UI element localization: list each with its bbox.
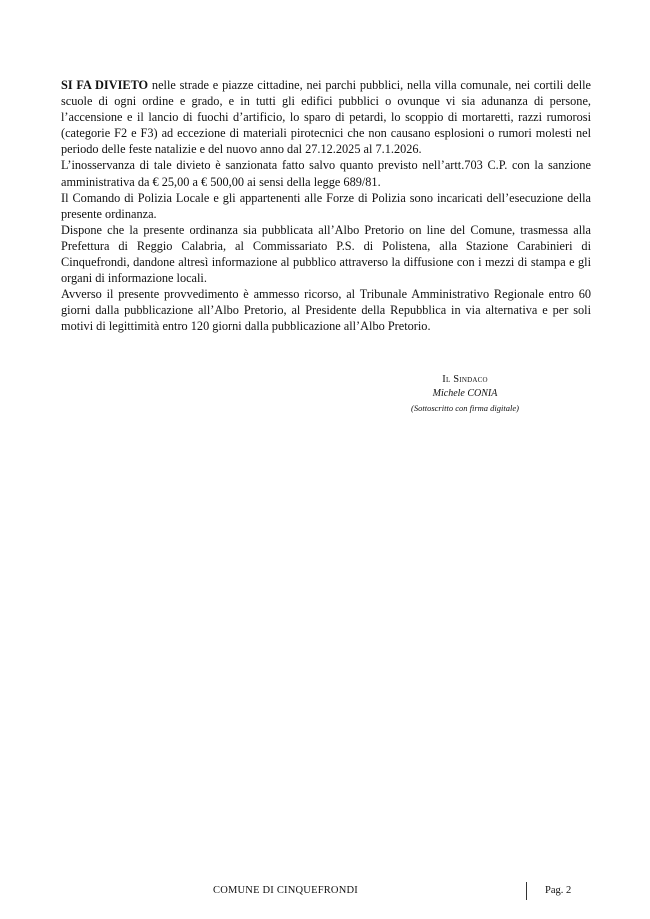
signature-title: Il Sindaco <box>442 374 488 385</box>
paragraph-appeal: Avverso il presente provvedimento è ammesso ricorso, al Tribunale Amministrativo Regionale entro 60 giorni dalla pubblicazione all’Albo Pretorio, al Presidente della Repubblica in via alternativa e per soli motivi di legittimità entro 120 giorni dalla pubblicazione all’Albo Pretorio. <box>61 287 591 334</box>
signature-name: Michele CONIA <box>432 388 498 399</box>
footer-divider <box>526 882 527 900</box>
footer-page-number: Pag. 2 <box>545 885 572 896</box>
paragraph-enforcement: Il Comando di Polizia Locale e gli appartenenti alle Forze di Polizia sono incaricati dell’esecuzione della presente ordinanza. <box>61 190 591 221</box>
prohibition-lead: SI FA DIVIETO <box>61 78 149 92</box>
footer-municipality: COMUNE DI CINQUEFRONDI <box>213 885 358 896</box>
signature-note: (Sottoscritto con firma digitale) <box>411 403 519 413</box>
paragraph-publication: Dispone che la presente ordinanza sia pubblicata all’Albo Pretorio on line del Comune, trasmessa alla Prefettura di Reggio Calabria, al Commissariato P.S. di Polistena, alla Stazione Carabinieri di Cinquefrondi, dandone altresì informazione al pubblico attraverso la diffusione con i mezzi di stampa e gli organi di informazione locali. <box>61 222 591 286</box>
paragraph-prohibition <box>61 77 591 157</box>
signature-block <box>390 373 540 415</box>
paragraph-sanction: L’inosservanza di tale divieto è sanzionata fatto salvo quanto previsto nell’artt.703 C.P. con la sanzione amministrativa da € 25,00 a € 500,00 ai sensi della legge 689/81. <box>61 158 591 189</box>
ordinance-body <box>61 77 591 335</box>
page-footer <box>0 882 650 902</box>
prohibition-text: nelle strade e piazze cittadine, nei parchi pubblici, nella villa comunale, nei cortili delle scuole di ogni ordine e grado, e in tutti gli edifici pubblici o ovunque vi sia adunanza di persone, l’accensione e il lancio di fuochi d’artificio, lo sparo di petardi, lo scoppio di mortaretti, razzi rumorosi (categorie F2 e F3) ad eccezione di materiali pirotecnici che non causano esplosioni o rumori molesti nel periodo delle feste natalizie e del nuovo anno dal 27.12.2025 al 7.1.2026. <box>61 78 591 157</box>
